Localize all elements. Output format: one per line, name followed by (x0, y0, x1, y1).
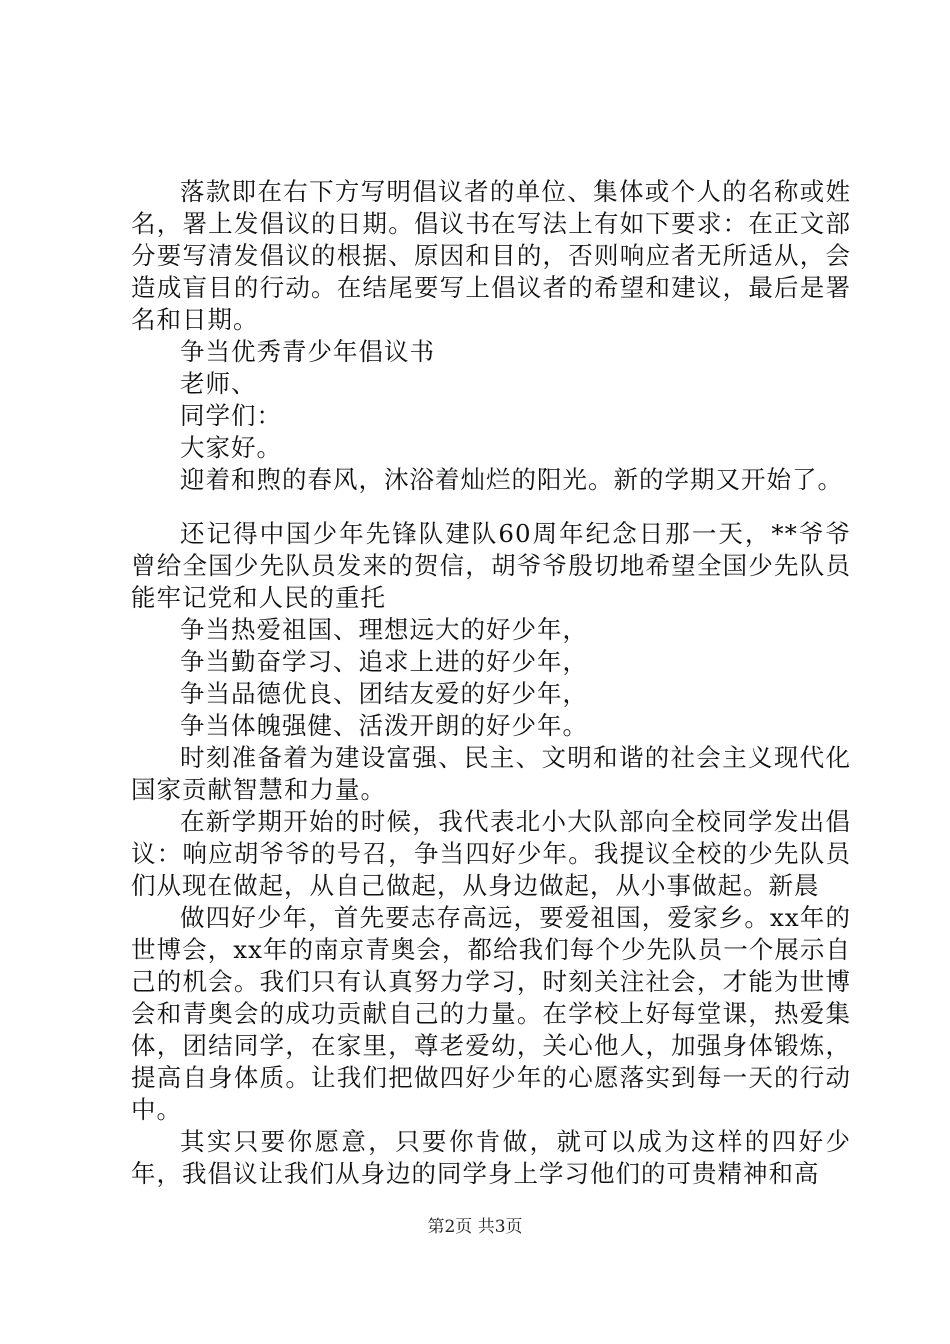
slogan-line-4: 争当体魄强健、活泼开朗的好少年。 (180, 711, 588, 740)
slogan-line-1: 争当热爱祖国、理想远大的好少年， (180, 615, 588, 644)
proposal-title: 争当优秀青少年倡议书 (180, 337, 435, 366)
paragraph-anniversary: 还记得中国少年先锋队建队60周年纪念日那一天，**爷爷曾给全国少先队员发来的贺信，胡爷爷殷切地希望全国少先队员能牢记党和人民的重托 (131, 519, 851, 612)
greeting: 大家好。 (180, 433, 282, 462)
paragraph-closing: 其实只要你愿意，只要你肯做，就可以成为这样的四好少年，我倡议让我们从身边的同学身上学习他们的可贵精神和高 (131, 1127, 851, 1188)
salutation-teachers: 老师、 (180, 369, 257, 398)
paragraph-new-semester: 迎着和煦的春风，沐浴着灿烂的阳光。新的学期又开始了。 (180, 465, 843, 494)
paragraph-gap (131, 496, 851, 518)
paragraph-proposal: 在新学期开始的时候，我代表北小大队部向全校同学发出倡议：响应胡爷爷的号召，争当四好少年。我提议全校的少先队员们从现在做起，从自己做起，从身边做起，从小事做起。新晨 (131, 807, 851, 900)
page-number-footer: 第2页 共3页 (427, 1217, 523, 1237)
document-body (131, 176, 851, 1190)
paragraph-signature-rules: 落款即在右下方写明倡议者的单位、集体或个人的名称或姓名，署上发倡议的日期。倡议书在写法上有如下要求：在正文部分要写清发倡议的根据、原因和目的，否则响应者无所适从，会造成盲目的行动。在结尾要写上倡议者的希望和建议，最后是署名和日期。 (131, 177, 851, 334)
paragraph-four-goods: 做四好少年，首先要志存高远，要爱祖国，爱家乡。xx年的世博会，xx年的南京青奥会，都给我们每个少先队员一个展示自己的机会。我们只有认真努力学习，时刻关注社会，才能为世博会和青奥会的成功贡献自己的力量。在学校上好每堂课，热爱集体，团结同学，在家里，尊老爱幼，关心他人，加强身体锻炼，提高自身体质。让我们把做四好少年的心愿落实到每一天的行动中。 (131, 903, 851, 1124)
slogan-line-3: 争当品德优良、团结友爱的好少年， (180, 679, 588, 708)
salutation-students: 同学们： (180, 401, 282, 430)
paragraph-readiness: 时刻准备着为建设富强、民主、文明和谐的社会主义现代化国家贡献智慧和力量。 (131, 743, 851, 804)
slogan-line-2: 争当勤奋学习、追求上进的好少年， (180, 647, 588, 676)
